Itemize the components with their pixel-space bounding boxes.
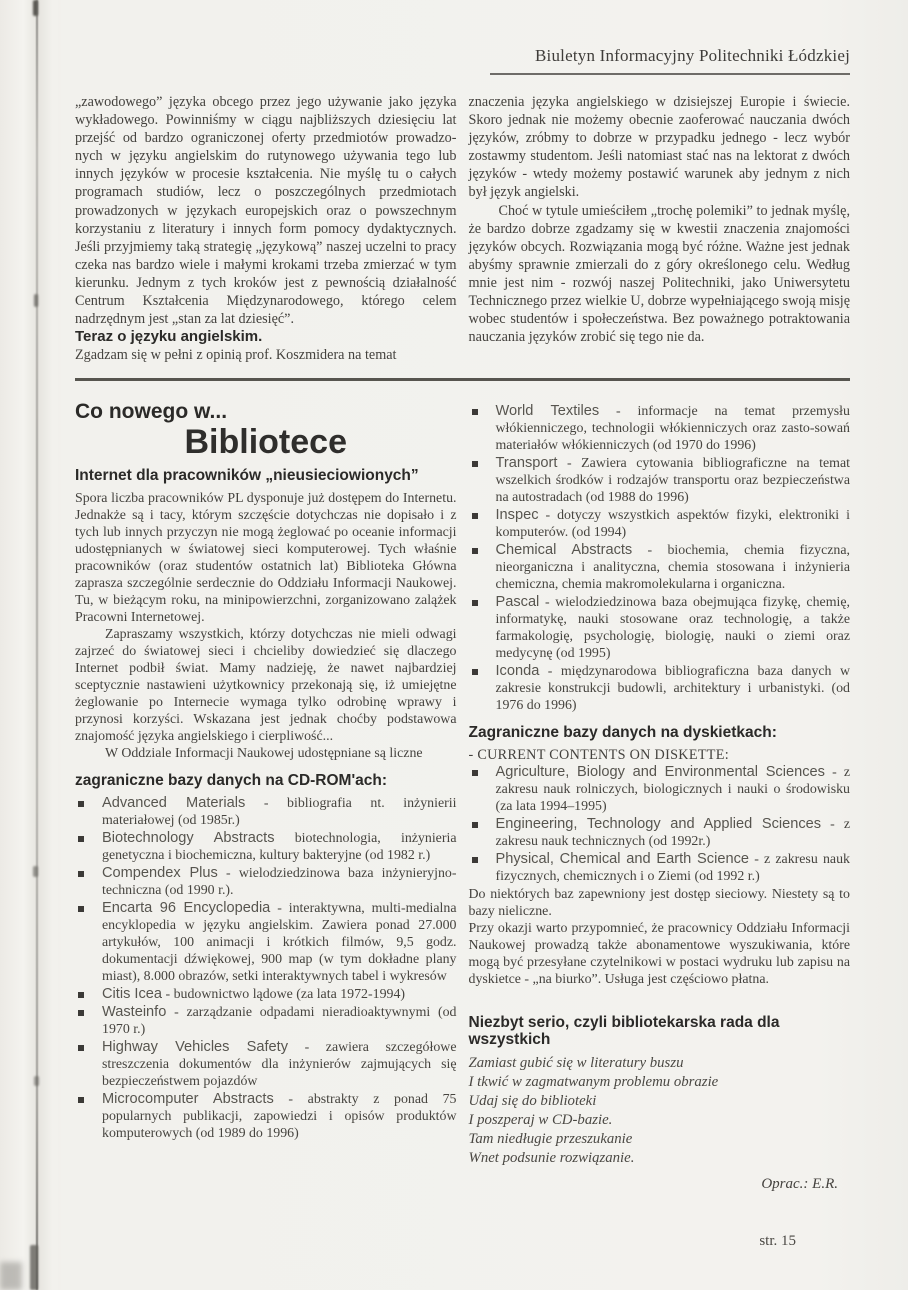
square-bullet-icon <box>78 1045 84 1051</box>
database-name: Encarta 96 Encyclopedia <box>102 900 271 917</box>
database-description: - wielodziedzinowa baza inżynieryjno-techniczna (od 1990 r.). <box>102 866 457 899</box>
square-bullet-icon <box>472 822 478 828</box>
square-bullet-icon <box>472 513 478 519</box>
database-description: - abstrakty z ponad 75 popularnych publikacji, zapowiedzi i opisów produktów komputerowych (od 1989 do 1996) <box>102 1092 457 1142</box>
database-item <box>75 865 457 899</box>
database-item <box>75 1004 457 1038</box>
library-paragraph: Przy okazji warto przypomnieć, że pracownicy Oddziału Informacji Naukowej prowadzą także abonamentowe wyszukiwania, które mogą być przesyłane czytelnikowi w postaci wydruku lub zapisu na dyskietce - „na biurko”. Usługa jest częściowo płatna. <box>468 921 850 988</box>
database-description: - dotyczy wszystkich aspektów fizyki, elektroniki i komputerów. (od 1994) <box>495 508 851 541</box>
square-bullet-icon <box>472 857 478 863</box>
internet-heading: Internet dla pracowników „nieusieciowionych” <box>75 467 419 485</box>
database-item <box>75 986 457 1003</box>
cdrom-database-list-continued <box>469 403 851 714</box>
serio-block <box>469 1014 851 1193</box>
section-title: Bibliotece <box>184 423 347 462</box>
square-bullet-icon <box>472 409 478 415</box>
masthead-rule <box>490 73 850 75</box>
poem-line: I tkwić w zagmatwanym problemu obrazie <box>468 1074 719 1091</box>
database-item <box>469 764 851 815</box>
database-name: Agriculture, Biology and Environmental Sciences <box>495 764 825 781</box>
database-item <box>75 1039 457 1090</box>
article-paragraph: „zawodowego” języka obcego przez jego używanie jako języka wykładowego. Powinniśmy w ciągu najbliższych dziesięciu lat przejść od bardzo ograniczonej oferty przedmiotów prowadzo-nych w języku angielskim do rutynowego używania tego lub innych języków w procesie kształcenia. Nie myślę tu o całych programach studiów, lecz o poszczególnych przedmiotach prowadzonych w językach europejskich oraz o powszechnym korzystaniu z literatury i innych form pomocy dydaktycznych. Jeśli przyjmiemy taką strategię „językową” naszej uczelni to pracy czeka nas bardzo wiele i małymi krokami trzeba zmierzać w tym kierunku. Jednym z tych kroków jest z pewnością działalność Centrum Kształcenia Międzynarodowego, którego celem nadrzędnym jest „stan za lat dziesięć”. <box>75 94 457 328</box>
section-kicker: Co nowego w... <box>75 400 228 424</box>
library-poem <box>469 1054 851 1168</box>
database-item <box>75 1091 457 1142</box>
square-bullet-icon <box>78 906 84 912</box>
database-name: Physical, Chemical and Earth Science <box>495 851 749 868</box>
square-bullet-icon <box>472 669 478 675</box>
article-subheading: Teraz o języku angielskim. <box>75 328 263 346</box>
section-divider-rule <box>75 378 850 381</box>
article-paragraph: znaczenia języka angielskiego w dzisiejszej Europie i świecie. Skoro jednak nie możemy obecnie zaoferować nauczania dwóch języków, zróbmy to dobrze w przypadku jednego - lecz wybór zostawmy studentom. Jeśli natomiast stać nas na lektorat z dwóch języków - wtedy możemy postawić warunek aby jednym z nich był język angielski. <box>468 94 850 201</box>
database-description: - wielodziedzinowa baza obejmująca fizykę, chemię, informatykę, nauki stosowane oraz technologię, a także farmakologię, psychologię, biologię, nauki o ziemi oraz medycynę (od 1995) <box>495 595 850 662</box>
database-item <box>469 507 851 541</box>
database-name: Chemical Abstracts <box>495 542 633 559</box>
library-paragraph: Do niektórych baz zapewniony jest dostęp sieciowy. Niestety są to bazy nieliczne. <box>468 887 850 920</box>
database-description: - zarządzanie odpadami nieradioaktywnymi (od 1970 r.) <box>102 1005 457 1038</box>
database-name: Highway Vehicles Safety <box>102 1039 288 1056</box>
database-item <box>469 403 851 454</box>
cdrom-heading: zagraniczne bazy danych na CD-ROM'ach: <box>75 772 388 790</box>
square-bullet-icon <box>78 801 84 807</box>
bulletin-title: Biuletyn Informacyjny Politechniki Łódzkiej <box>534 46 850 65</box>
poem-line: Tam niedługie przeszukanie <box>468 1131 633 1148</box>
database-description: - międzynarodowa bibliograficzna baza danych w zakresie konstrukcji budowli, architektury i urbanistyki. (od 1976 do 1996) <box>495 664 850 714</box>
square-bullet-icon <box>78 1097 84 1103</box>
database-name: Pascal <box>495 594 540 611</box>
article-left-column <box>75 93 457 364</box>
page-number: str. 15 <box>759 1233 796 1249</box>
diskette-heading: Zagraniczne bazy danych na dyskietkach: <box>468 724 777 742</box>
database-name: Biotechnology Abstracts <box>102 830 275 847</box>
database-name: Compendex Plus <box>102 865 218 882</box>
database-name: World Textiles <box>495 403 600 420</box>
database-item <box>75 795 457 829</box>
square-bullet-icon <box>78 992 84 998</box>
library-right-column <box>469 403 851 1193</box>
scan-corner-shadow <box>0 1262 22 1290</box>
database-item <box>469 663 851 714</box>
square-bullet-icon <box>78 871 84 877</box>
database-name: Inspec <box>495 507 539 524</box>
poem-line: Zamiast gubić się w literatury buszu <box>468 1055 684 1072</box>
database-name: Wasteinfo <box>102 1004 167 1021</box>
database-name: Transport <box>495 455 558 472</box>
square-bullet-icon <box>78 836 84 842</box>
database-item <box>469 816 851 850</box>
database-item <box>469 594 851 662</box>
square-bullet-icon <box>472 461 478 467</box>
square-bullet-icon <box>472 600 478 606</box>
library-paragraph: Zapraszamy wszystkich, którzy dotychczas nie mieli odwagi zajrzeć do światowej sieci i chcieliby dowiedzieć się dlaczego Internet podbił świat. Mamy nadzieję, że nawet najbardziej sceptycznie nastawieni użytkownicy przekonają się, iż umiejętne żeglowanie po Internecie wymaga tylko odrobinę wprawy i przynosi korzyści. Wskazana jest jednak choćby podstawowa znajomość języka angielskiego i cierpliwość... <box>75 627 457 745</box>
library-paragraph: Spora liczba pracowników PL dysponuje już dostępem do Internetu. Jednakże są i tacy, którym szczęście dotychczas nie dopisało i z tych lub innych przyczyn nie mogą żeglować po oceanie informacji udostępnianych w światowej sieci komputerowej. Tych właśnie pracowników (oraz studentów ostatnich lat) Biblioteka Główna zaprasza szczególnie serdecznie do Oddziału Informacji Naukowej. Tu, w bieżącym roku, na minipowierzchni, zorganizowano zalążek Pracowni Internetowej. <box>75 491 457 626</box>
database-description: - z zakresu nauk rolniczych, biologicznych i nauki o środowisku (za lata 1994–1995) <box>495 765 850 815</box>
library-left-column <box>75 400 457 1193</box>
database-description: - Zawiera cytowania bibliograficzne na temat wszelkich środków i rodzajów transportu oraz bezpieczeństwa na autostradach (od 1988 do 1996) <box>495 456 850 506</box>
database-description: - biochemia, chemia fizyczna, nieorganiczna i analityczna, chemia stosowana i inżynieria chemiczna, chemia makromolekularna i organiczna. <box>495 543 850 593</box>
current-contents-line: - CURRENT CONTENTS ON DISKETTE: <box>468 747 729 764</box>
serio-heading: Niezbyt serio, czyli bibliotekarska rada dla wszystkich <box>468 1014 780 1049</box>
square-bullet-icon <box>78 1010 84 1016</box>
square-bullet-icon <box>472 770 478 776</box>
database-description: biotechnologia, inżynieria genetyczna i biochemiczna, kultury bakteryjne (od 1982 r.) <box>102 831 457 864</box>
database-description: - zawiera szczegółowe streszczenia dokumentów dla inżynierów zajmujących się bezpieczeństwem pojazdów <box>102 1040 457 1090</box>
database-item <box>469 542 851 593</box>
square-bullet-icon <box>472 548 478 554</box>
database-name: Citis Icea <box>102 986 163 1003</box>
diskette-database-list <box>469 764 851 885</box>
cdrom-database-list <box>75 795 457 1142</box>
author-credit: Oprac.: E.R. <box>761 1176 838 1193</box>
poem-line: I poszperaj w CD-bazie. <box>468 1112 613 1129</box>
database-item <box>75 900 457 985</box>
article-paragraph: Choć w tytule umieściłem „trochę polemiki” to jednak myślę, że bardzo dobrze zgadzamy się w kwestii znaczenia znajomości języków obcych. Rozwiązania mogą być różne. Ważne jest jednak abyśmy sprawnie zmierzali do z góry określonego celu. Według mnie jest nim - rozwój naszej Politechniki, jako Uniwersytetu Technicznego przez wielkie U, dobrze wypełniającego swoją misję wobec studentów i społeczeństwa. Bez poważnego potraktowania nauczania języków zrobić się tego nie da. <box>468 202 850 346</box>
database-name: Advanced Materials <box>102 795 246 812</box>
article-right-column <box>469 93 851 364</box>
masthead <box>75 0 850 75</box>
language-article <box>75 93 850 364</box>
library-paragraph: W Oddziale Informacji Naukowej udostępniane są liczne <box>105 746 423 762</box>
database-description: - z zakresu nauk fizycznych, chemicznych i o Ziemi (od 1992 r.) <box>495 852 850 885</box>
poem-line: Wnet podsunie rozwiązanie. <box>468 1150 635 1167</box>
database-description: - bibliografia nt. inżynierii materiałowej (od 1985r.) <box>102 796 457 829</box>
database-name: Engineering, Technology and Applied Sciences <box>495 816 822 833</box>
database-description: - interaktywna, multi-medialna encyklopedia w języku angielskim. Zawiera ponad 27.000 artykułów, 100 animacji i krótkich filmów, 9,5 godz. dokumentacji dźwiękowej, 900 map (w tym dokładne plany miast), 8.000 obrazów, setki interaktywnych tabel i wykresów <box>102 901 457 985</box>
database-item <box>469 851 851 885</box>
library-section <box>75 400 851 1193</box>
database-item <box>75 830 457 864</box>
poem-line: Udaj się do biblioteki <box>468 1093 597 1110</box>
scan-smudge <box>30 1245 38 1290</box>
database-name: Iconda <box>495 663 540 680</box>
database-description: - budownictwo lądowe (za lata 1972-1994) <box>165 987 406 1003</box>
database-item <box>469 455 851 506</box>
article-paragraph: Zgadzam się w pełni z opinią prof. Koszmidera na temat <box>75 347 397 364</box>
database-description: - z zakresu nauk technicznych (od 1992r.) <box>495 817 850 850</box>
database-description: - informacje na temat przemysłu włókienniczego, technologii włókienniczych oraz zasto-sowań materiałów włókienniczych (od 1970 do 1996) <box>495 404 850 454</box>
database-name: Microcomputer Abstracts <box>102 1091 274 1108</box>
